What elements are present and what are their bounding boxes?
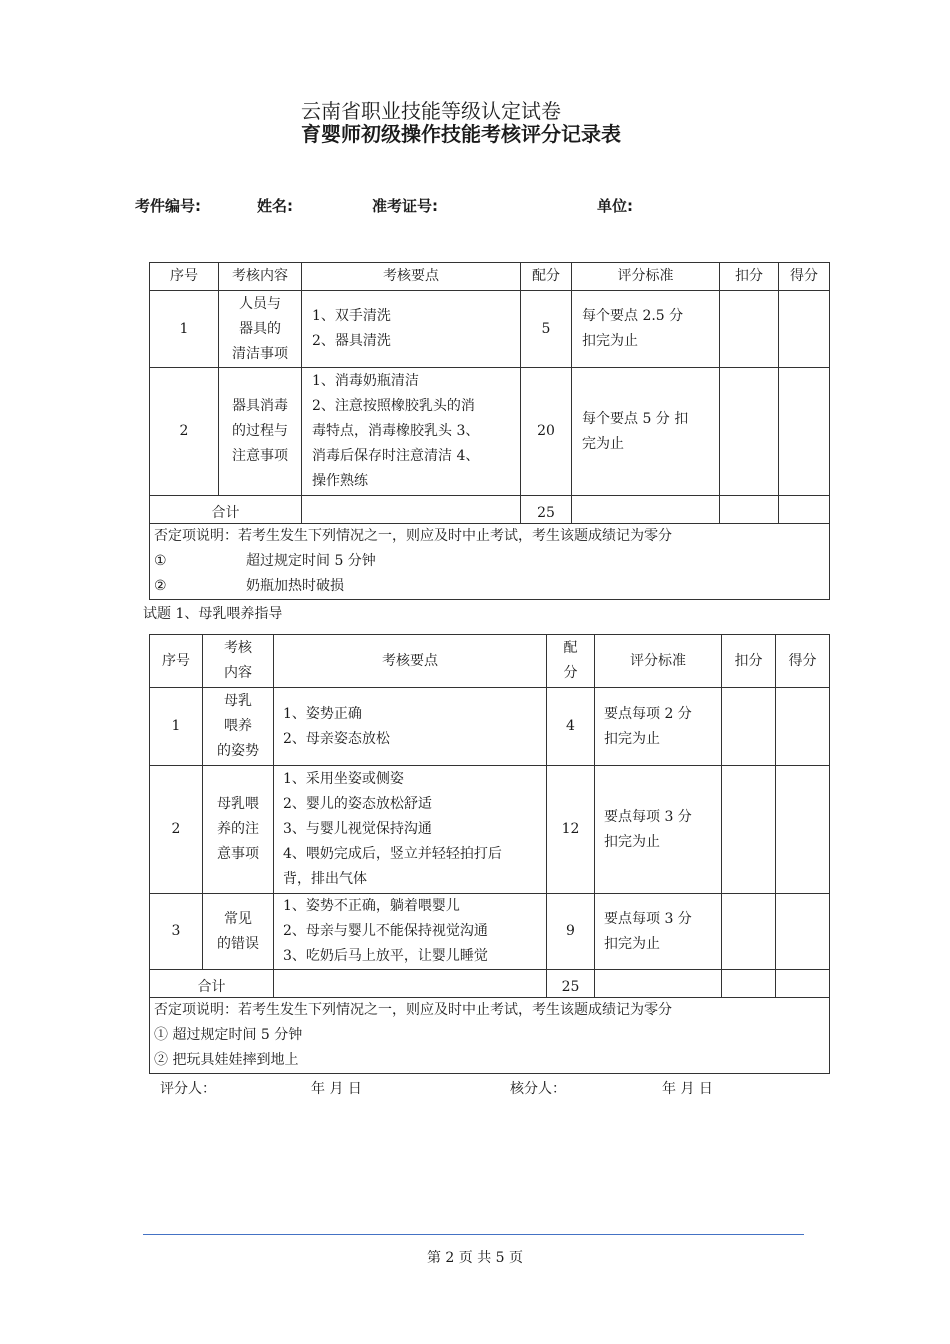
assessment-content: 常见 的错误 — [203, 894, 274, 970]
header-cell: 扣分 — [720, 263, 779, 291]
table-row — [150, 894, 830, 970]
table-header-row — [150, 263, 830, 291]
veto-item: ② 把玩具娃娃摔到地上 — [154, 1052, 299, 1068]
score-allocation: 5 — [521, 291, 572, 368]
scorer-label: 评分人： — [160, 1081, 216, 1097]
earned-score-cell[interactable] — [779, 291, 830, 368]
total-score: 25 — [547, 970, 595, 998]
question-caption: 试题 1、母乳喂养指导 — [143, 606, 283, 622]
veto-item: ① 超过规定时间 5 分钟 — [154, 553, 376, 569]
breastfeeding-score-table — [149, 634, 830, 1074]
deduction-cell[interactable] — [722, 688, 776, 766]
assessment-points: 1、双手清洗 2、器具清洗 — [302, 291, 521, 368]
assessment-content: 母乳 喂养 的姿势 — [203, 688, 274, 766]
header-cell: 评分标准 — [572, 263, 720, 291]
checker-date: 年 月 日 — [662, 1081, 713, 1097]
header-cell: 考核内容 — [219, 263, 302, 291]
table-row — [150, 688, 830, 766]
deduction-cell[interactable] — [722, 894, 776, 970]
table-row — [150, 291, 830, 368]
unit-label: 单位: — [597, 197, 633, 215]
header-cell: 序号 — [150, 635, 203, 688]
header-cell: 考核要点 — [302, 263, 521, 291]
total-row — [150, 496, 830, 524]
header-cell: 得分 — [779, 263, 830, 291]
score-allocation: 4 — [547, 688, 595, 766]
checker-label: 核分人： — [510, 1081, 566, 1097]
total-row — [150, 970, 830, 998]
footer-divider — [143, 1234, 804, 1235]
total-deduction-cell[interactable] — [720, 496, 779, 524]
veto-note-row — [150, 524, 830, 600]
total-deduction-cell[interactable] — [722, 970, 776, 998]
total-earned-cell[interactable] — [776, 970, 830, 998]
row-number: 3 — [150, 894, 203, 970]
header-cell: 配分 — [521, 263, 572, 291]
header-cell: 考核 内容 — [203, 635, 274, 688]
table-row — [150, 766, 830, 894]
deduction-cell[interactable] — [722, 766, 776, 894]
assessment-points: 1、消毒奶瓶清洁 2、注意按照橡胶乳头的消 毒特点，消毒橡胶乳头 3、 消毒后保存时注意清洁 4、 操作熟练 — [302, 368, 521, 496]
row-number: 1 — [150, 688, 203, 766]
score-allocation: 9 — [547, 894, 595, 970]
veto-note — [150, 524, 830, 600]
exam-number-label: 考件编号: — [135, 197, 201, 215]
header-cell: 序号 — [150, 263, 219, 291]
document-title: 云南省职业技能等级认定试卷 — [301, 99, 561, 123]
veto-item: ① 超过规定时间 5 分钟 — [154, 1027, 303, 1043]
veto-note-text: 否定项说明：若考生发生下列情况之一，则应及时中止考试，考生该题成绩记为零分 — [154, 528, 672, 544]
scoring-standard: 要点每项 2 分 扣完为止 — [595, 688, 722, 766]
table-row — [150, 368, 830, 496]
empty-cell — [302, 496, 521, 524]
total-label: 合计 — [150, 496, 302, 524]
scoring-standard: 要点每项 3 分 扣完为止 — [595, 894, 722, 970]
header-cell: 考核要点 — [274, 635, 547, 688]
form-title: 育婴师初级操作技能考核评分记录表 — [301, 122, 621, 146]
empty-cell — [595, 970, 722, 998]
veto-note — [150, 998, 830, 1074]
total-earned-cell[interactable] — [779, 496, 830, 524]
veto-note-row — [150, 998, 830, 1074]
veto-item: ② 奶瓶加热时破损 — [154, 578, 344, 594]
veto-note-text: 否定项说明：若考生发生下列情况之一，则应及时中止考试，考生该题成绩记为零分 — [154, 1002, 672, 1018]
earned-score-cell[interactable] — [776, 688, 830, 766]
name-label: 姓名: — [257, 197, 293, 215]
row-number: 2 — [150, 766, 203, 894]
header-cell: 扣分 — [722, 635, 776, 688]
assessment-points: 1、姿势正确 2、母亲姿态放松 — [274, 688, 547, 766]
total-label: 合计 — [150, 970, 274, 998]
scorer-date: 年 月 日 — [311, 1081, 362, 1097]
scoring-standard: 每个要点 2.5 分 扣完为止 — [572, 291, 720, 368]
row-number: 2 — [150, 368, 219, 496]
scoring-standard: 每个要点 5 分 扣 完为止 — [572, 368, 720, 496]
scoring-standard: 要点每项 3 分 扣完为止 — [595, 766, 722, 894]
header-cell: 得分 — [776, 635, 830, 688]
table-header-row — [150, 635, 830, 688]
assessment-points: 1、采用坐姿或侧姿 2、婴儿的姿态放松舒适 3、与婴儿视觉保持沟通 4、喂奶完成后，竖立并轻轻拍打后 背，排出气体 — [274, 766, 547, 894]
ticket-number-label: 准考证号: — [372, 197, 438, 215]
deduction-cell[interactable] — [720, 291, 779, 368]
page-number: 第 2 页 共 5 页 — [426, 1250, 524, 1266]
earned-score-cell[interactable] — [776, 766, 830, 894]
score-allocation: 12 — [547, 766, 595, 894]
assessment-content: 器具消毒 的过程与 注意事项 — [219, 368, 302, 496]
score-allocation: 20 — [521, 368, 572, 496]
cleaning-score-table — [149, 262, 830, 600]
header-cell: 配 分 — [547, 635, 595, 688]
earned-score-cell[interactable] — [776, 894, 830, 970]
total-score: 25 — [521, 496, 572, 524]
earned-score-cell[interactable] — [779, 368, 830, 496]
deduction-cell[interactable] — [720, 368, 779, 496]
empty-cell — [572, 496, 720, 524]
assessment-points: 1、姿势不正确，躺着喂婴儿 2、母亲与婴儿不能保持视觉沟通 3、吃奶后马上放平，让婴儿睡觉 — [274, 894, 547, 970]
assessment-content: 母乳喂 养的注 意事项 — [203, 766, 274, 894]
header-cell: 评分标准 — [595, 635, 722, 688]
assessment-content: 人员与 器具的 清洁事项 — [219, 291, 302, 368]
empty-cell — [274, 970, 547, 998]
row-number: 1 — [150, 291, 219, 368]
